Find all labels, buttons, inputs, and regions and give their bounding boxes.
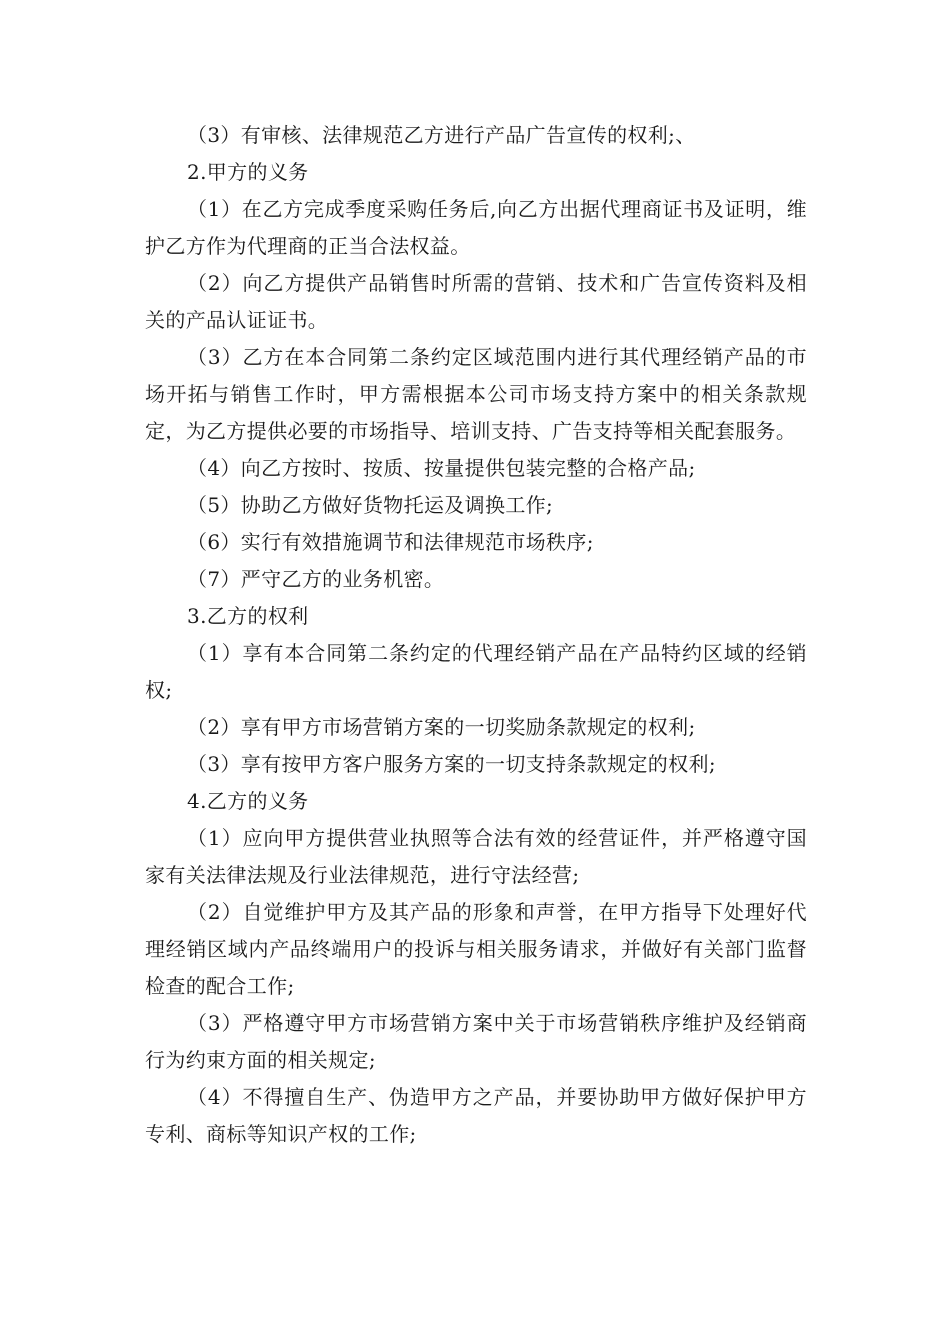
section-heading-party-a-obligations: 2.甲方的义务	[187, 160, 309, 184]
clause-d-2: （2）自觉维护甲方及其产品的形象和声誉，在甲方指导下处理好代理经销区域内产品终端用户的投诉与相关服务请求，并做好有关部门监督检查的配合工作;	[145, 900, 807, 998]
clause-d-4: （4）不得擅自生产、伪造甲方之产品，并要协助甲方做好保护甲方专利、商标等知识产权的工作;	[145, 1085, 807, 1146]
clause-c-1: （1）享有本合同第二条约定的代理经销产品在产品特约区域的经销权;	[145, 641, 807, 702]
clause-c-3: （3）享有按甲方客户服务方案的一切支持条款规定的权利;	[187, 752, 716, 776]
clause-d-1: （1）应向甲方提供营业执照等合法有效的经营证件，并严格遵守国家有关法律法规及行业法律规范，进行守法经营;	[145, 826, 807, 887]
clause-b-7: （7）严守乙方的业务机密。	[187, 567, 445, 591]
clause-b-2: （2）向乙方提供产品销售时所需的营销、技术和广告宣传资料及相关的产品认证证书。	[145, 271, 807, 332]
document-body	[145, 117, 807, 1153]
clause-b-4: （4）向乙方按时、按质、按量提供包装完整的合格产品;	[187, 456, 696, 480]
section-heading-party-b-obligations: 4.乙方的义务	[187, 789, 309, 813]
clause-b-3: （3）乙方在本合同第二条约定区域范围内进行其代理经销产品的市场开拓与销售工作时，甲方需根据本公司市场支持方案中的相关条款规定，为乙方提供必要的市场指导、培训支持、广告支持等相关配套服务。	[145, 345, 807, 443]
clause-c-2: （2）享有甲方市场营销方案的一切奖励条款规定的权利;	[187, 715, 696, 739]
clause-b-1: （1）在乙方完成季度采购任务后,向乙方出据代理商证书及证明，维护乙方作为代理商的正当合法权益。	[145, 197, 807, 258]
clause-a-3: （3）有审核、法律规范乙方进行产品广告宣传的权利;、	[187, 123, 696, 147]
clause-b-5: （5）协助乙方做好货物托运及调换工作;	[187, 493, 554, 517]
clause-d-3: （3）严格遵守甲方市场营销方案中关于市场营销秩序维护及经销商行为约束方面的相关规定;	[145, 1011, 807, 1072]
section-heading-party-b-rights: 3.乙方的权利	[187, 604, 309, 628]
clause-b-6: （6）实行有效措施调节和法律规范市场秩序;	[187, 530, 594, 554]
